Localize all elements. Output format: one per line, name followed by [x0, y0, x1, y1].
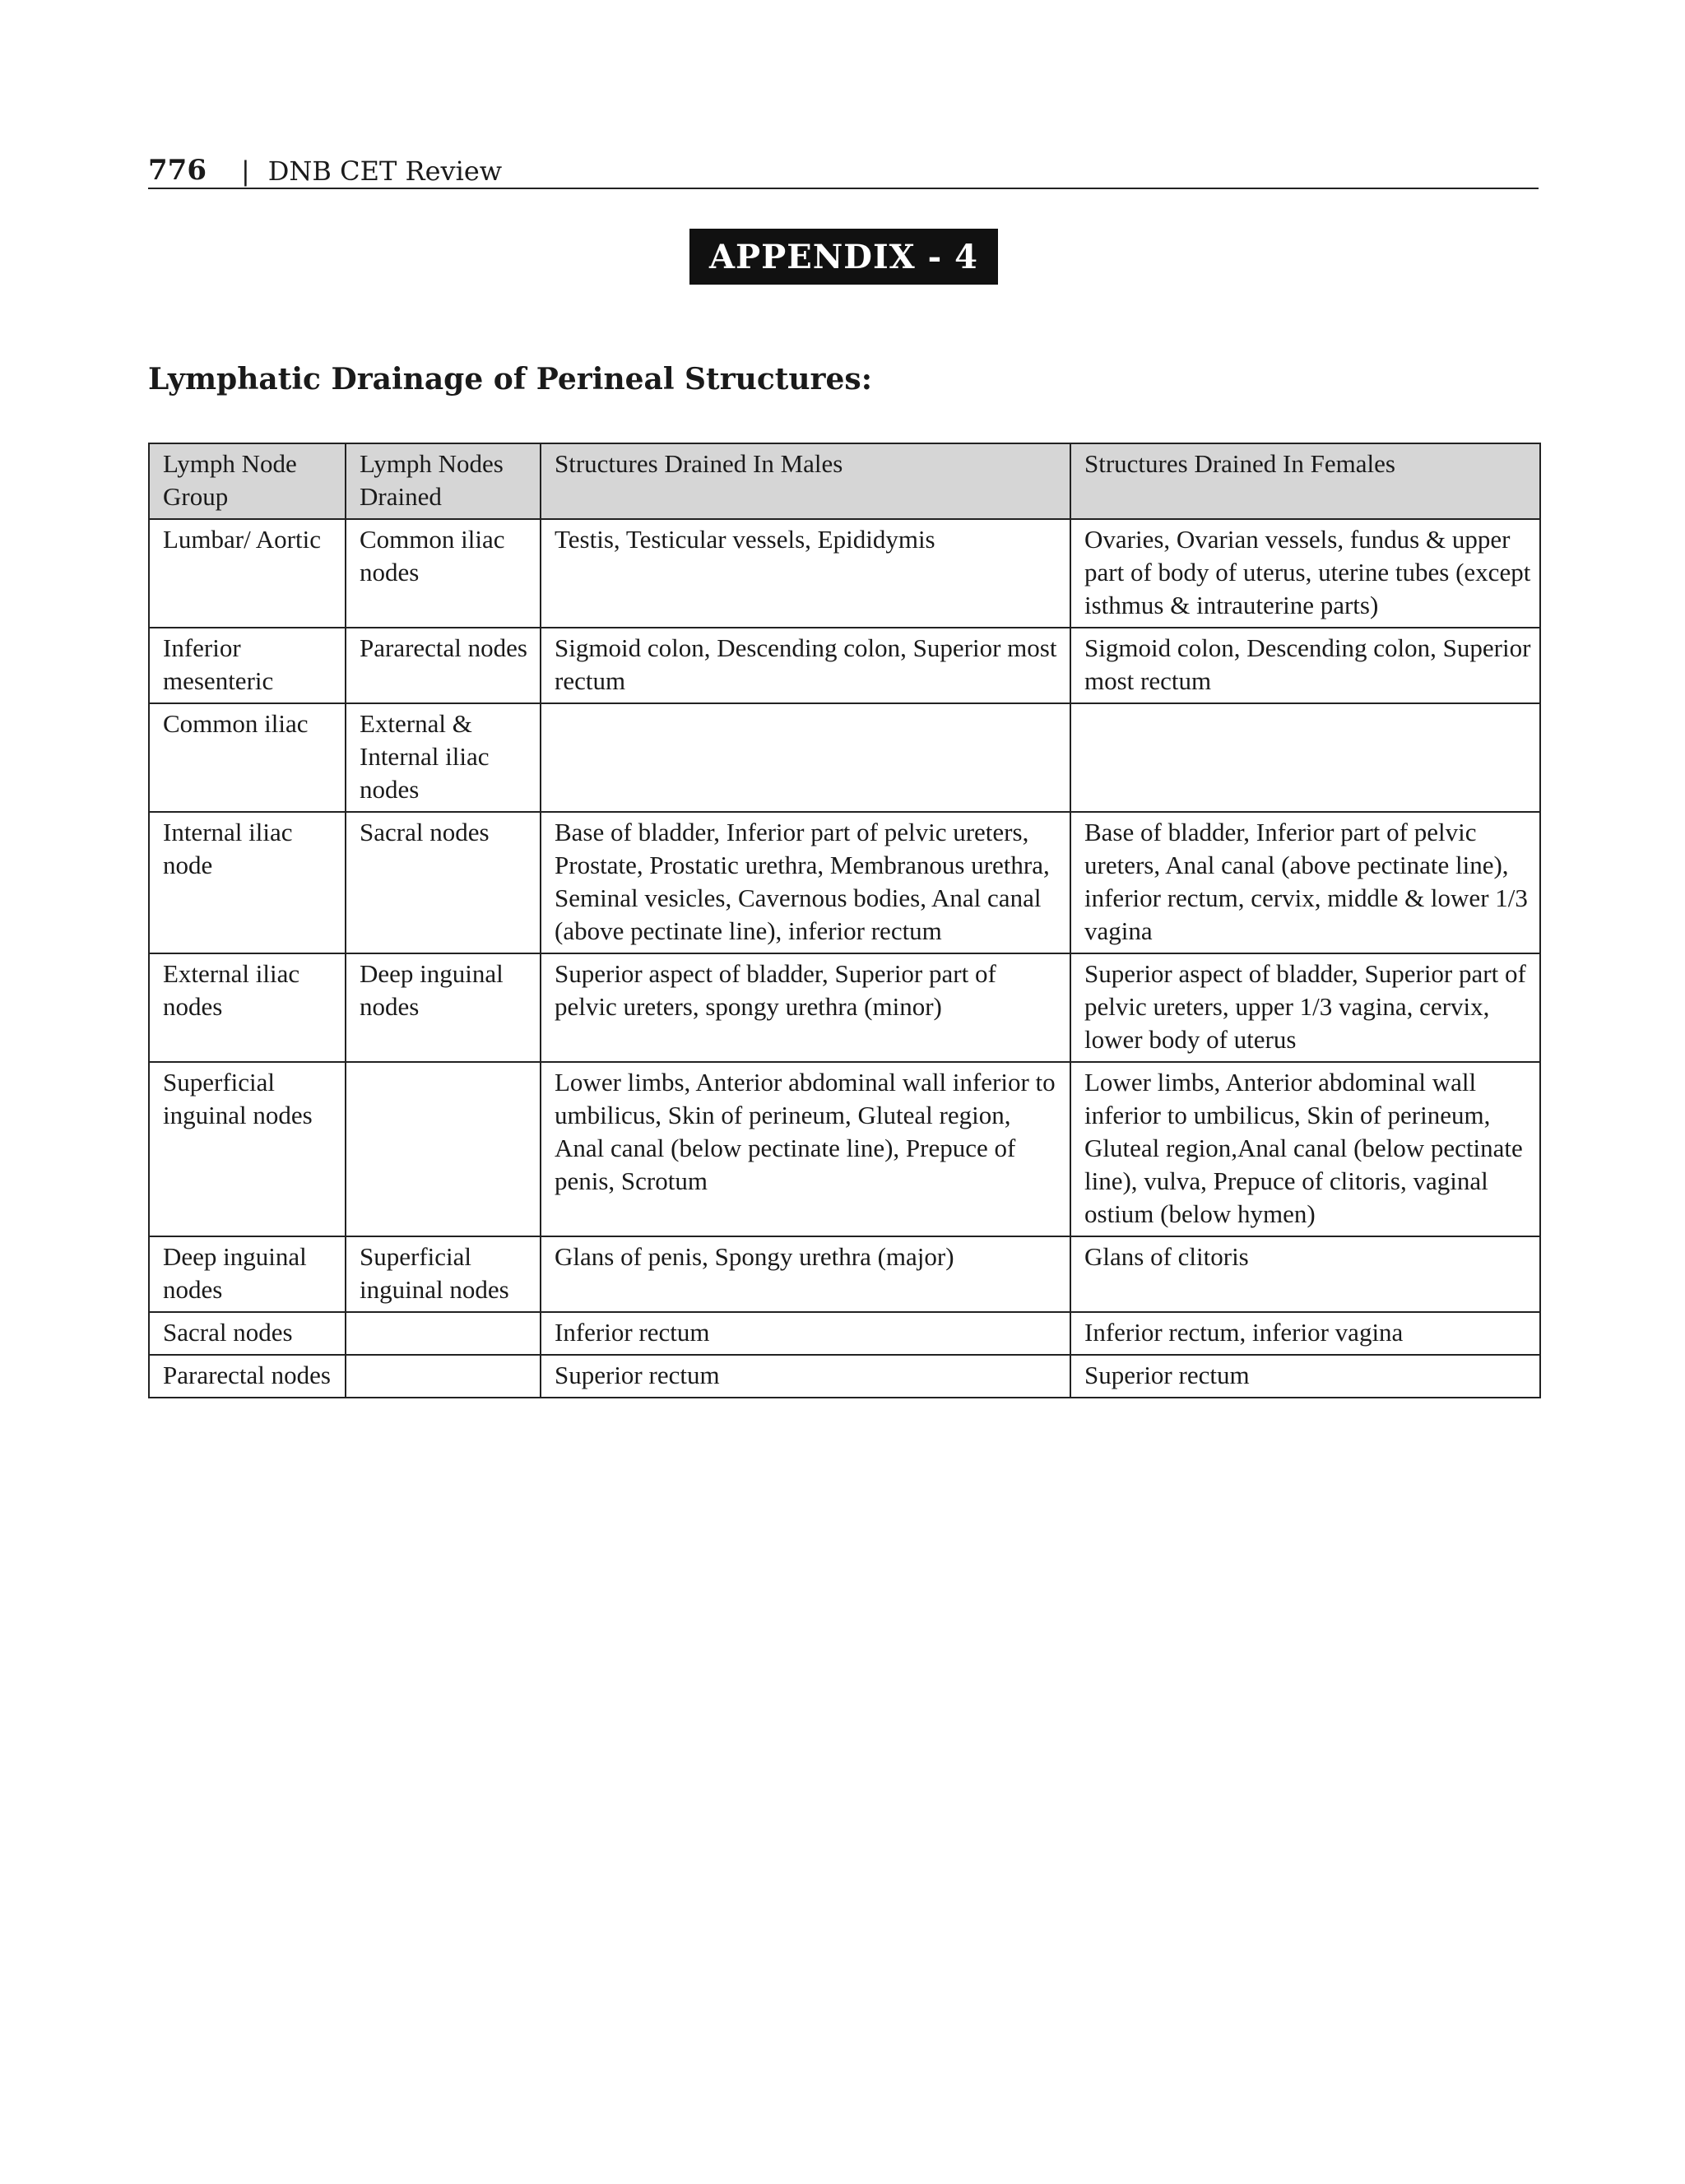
header-separator: | — [240, 155, 250, 187]
cell-drained: Sacral nodes — [346, 812, 541, 953]
table-row — [149, 1312, 1540, 1355]
cell-group: Deep inguinal nodes — [149, 1236, 346, 1312]
cell-males: Testis, Testicular vessels, Epididymis — [541, 519, 1070, 628]
table-row — [149, 812, 1540, 953]
cell-females — [1070, 703, 1540, 812]
table-row — [149, 703, 1540, 812]
table-row — [149, 953, 1540, 1062]
cell-females: Inferior rectum, inferior vagina — [1070, 1312, 1540, 1355]
cell-females: Ovaries, Ovarian vessels, fundus & upper part of body of uterus, uterine tubes (except isthmus & intrauterine parts) — [1070, 519, 1540, 628]
cell-drained: Pararectal nodes — [346, 628, 541, 703]
cell-group: Common iliac — [149, 703, 346, 812]
table-header-row — [149, 443, 1540, 519]
column-header-lymph-node-group: Lymph Node Group — [149, 443, 346, 519]
cell-group: Internal iliac node — [149, 812, 346, 953]
cell-females: Superior aspect of bladder, Superior part of pelvic ureters, upper 1/3 vagina, cervix, lower body of uterus — [1070, 953, 1540, 1062]
section-heading: Lymphatic Drainage of Perineal Structures: — [148, 362, 872, 396]
cell-females: Glans of clitoris — [1070, 1236, 1540, 1312]
cell-males: Superior rectum — [541, 1355, 1070, 1398]
cell-males — [541, 703, 1070, 812]
cell-drained: Deep inguinal nodes — [346, 953, 541, 1062]
cell-males: Base of bladder, Inferior part of pelvic ureters, Prostate, Prostatic urethra, Membranous urethra, Seminal vesicles, Cavernous bodies, Anal canal (above pectinate line), inferior rectum — [541, 812, 1070, 953]
column-header-structures-females: Structures Drained In Females — [1070, 443, 1540, 519]
cell-group: Lumbar/ Aortic — [149, 519, 346, 628]
cell-males: Lower limbs, Anterior abdominal wall inferior to umbilicus, Skin of perineum, Gluteal region, Anal canal (below pectinate line), Prepuce of penis, Scrotum — [541, 1062, 1070, 1236]
cell-drained — [346, 1062, 541, 1236]
cell-group: Superficial inguinal nodes — [149, 1062, 346, 1236]
cell-group: Sacral nodes — [149, 1312, 346, 1355]
page-number: 776 — [148, 154, 207, 187]
cell-females: Sigmoid colon, Descending colon, Superior most rectum — [1070, 628, 1540, 703]
cell-group: External iliac nodes — [149, 953, 346, 1062]
appendix-title: APPENDIX - 4 — [689, 229, 998, 285]
table-row — [149, 1236, 1540, 1312]
cell-drained — [346, 1312, 541, 1355]
cell-males: Inferior rectum — [541, 1312, 1070, 1355]
cell-group: Inferior mesenteric — [149, 628, 346, 703]
column-header-lymph-nodes-drained: Lymph Nodes Drained — [346, 443, 541, 519]
cell-drained: External & Internal iliac nodes — [346, 703, 541, 812]
cell-drained: Common iliac nodes — [346, 519, 541, 628]
cell-females: Base of bladder, Inferior part of pelvic ureters, Anal canal (above pectinate line), inferior rectum, cervix, middle & lower 1/3 vagina — [1070, 812, 1540, 953]
table-row — [149, 1062, 1540, 1236]
cell-males: Sigmoid colon, Descending colon, Superior most rectum — [541, 628, 1070, 703]
cell-males: Glans of penis, Spongy urethra (major) — [541, 1236, 1070, 1312]
cell-drained — [346, 1355, 541, 1398]
table-row — [149, 1355, 1540, 1398]
cell-drained: Superficial inguinal nodes — [346, 1236, 541, 1312]
cell-males: Superior aspect of bladder, Superior part of pelvic ureters, spongy urethra (minor) — [541, 953, 1070, 1062]
book-title: DNB CET Review — [267, 155, 503, 187]
cell-females: Superior rectum — [1070, 1355, 1540, 1398]
lymphatic-drainage-table — [148, 443, 1541, 1398]
page-header — [148, 148, 1539, 189]
cell-females: Lower limbs, Anterior abdominal wall inferior to umbilicus, Skin of perineum, Gluteal region,Anal canal (below pectinate line), vulva, Prepuce of clitoris, vaginal ostium (below hymen) — [1070, 1062, 1540, 1236]
cell-group: Pararectal nodes — [149, 1355, 346, 1398]
table-row — [149, 519, 1540, 628]
column-header-structures-males: Structures Drained In Males — [541, 443, 1070, 519]
table-row — [149, 628, 1540, 703]
